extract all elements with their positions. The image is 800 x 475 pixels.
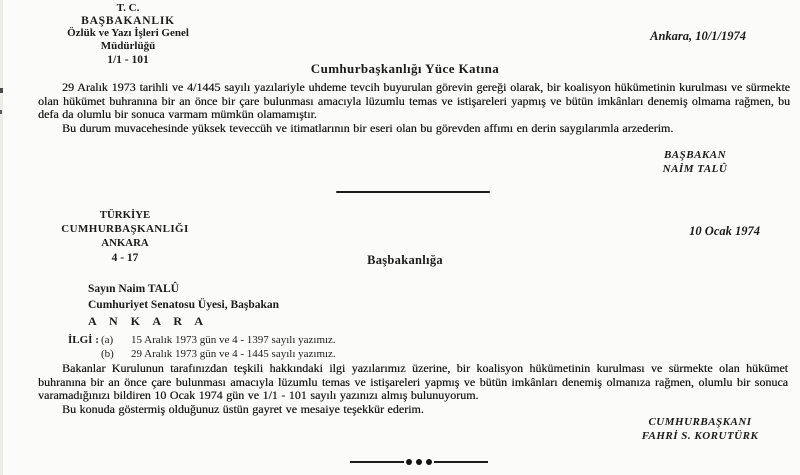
- letter2-dateline: 10 Ocak 1974: [689, 224, 760, 238]
- letterhead-ref-number: 4 - 17: [111, 251, 139, 264]
- letter1-paragraph: 29 Aralık 1973 tarihli ve 4/1445 sayılı yazılariyle uhdeme tevcih buyurulan görevin gereği olarak, bir koalisyon hükümetinin kurulması ve sürmekte olan hükümet buhranına bir an önce bir çare bulunması amacıyla lüzumlu temas ve istişareleri yapmış ve bütün imkânları denemiş olmama rağmen, bu defa da olumlu bir sonuca varmam mümkün olamamıştır.: [38, 80, 790, 122]
- scan-edge-shadow: [0, 0, 3, 475]
- reference-text: 29 Aralık 1973 gün ve 4 - 1445 sayılı yazımız.: [131, 347, 336, 360]
- letterhead-dept-line2: Müdürlüğü: [100, 40, 156, 53]
- reference-marker: (a): [101, 334, 114, 346]
- letterhead-org-name: CUMHURBAŞKANLIĞI: [61, 222, 189, 235]
- letterhead-ref-number: 1/1 - 101: [107, 53, 149, 66]
- letterhead-basbakanlik: [50, 2, 206, 67]
- letterhead-dept-line1: Özlük ve Yazı İşleri Genel: [67, 27, 189, 40]
- letter1-signature-name: NAİM TALÛ: [662, 162, 728, 175]
- letter1-signature-block: [630, 149, 760, 176]
- divider-dot: [426, 459, 432, 465]
- letter2-body: [38, 362, 788, 416]
- letter2-paragraph: Bu konuda göstermiş olduğunuz üstün gayret ve mesaiye teşekkür ederim.: [62, 401, 424, 416]
- reference-line: [68, 348, 336, 362]
- letter1-paragraph: Bu durum muvacehesinde yüksek teveccüh ve itimatlarının bir eseri olan bu görevden affımı en derin saygılarımla arzederim.: [62, 120, 674, 135]
- reference-line: [68, 334, 336, 348]
- addressee-name: Sayın Naim TALÛ: [88, 283, 179, 295]
- reference-label-spacer: [68, 348, 101, 362]
- letter2-signature-name: FAHRİ S. KORUTÜRK: [641, 429, 759, 442]
- reference-marker: (b): [101, 347, 114, 360]
- divider-segment: [350, 461, 404, 463]
- divider-dot: [406, 459, 412, 465]
- divider-dot: [416, 459, 422, 465]
- scan-speck: [0, 110, 2, 114]
- letter1-signature-title: BAŞBAKAN: [663, 149, 727, 161]
- letter2-addressee-block: [88, 281, 279, 329]
- letter1-title: Cumhurbaşkanlığı Yüce Katına: [310, 61, 500, 76]
- letter2-references: [68, 334, 336, 362]
- letterhead-tc: T. C.: [116, 2, 140, 14]
- section-divider-line: [336, 191, 490, 193]
- divider-segment: [434, 461, 488, 463]
- letterhead-turkiye: TÜRKİYE: [99, 209, 151, 221]
- end-of-document-divider: [350, 458, 488, 465]
- scan-speck: [0, 88, 3, 93]
- letter1-dateline: Ankara, 10/1/1974: [650, 29, 746, 43]
- letter1-body: [38, 81, 790, 135]
- letter2-signature-title: CUMHURBAŞKANI: [648, 416, 752, 428]
- addressee-role: Cumhuriyet Senatosu Üyesi, Başbakan: [88, 299, 280, 311]
- letter2-title: Başbakanlığa: [367, 253, 443, 267]
- addressee-city: A N K A R A: [88, 314, 209, 328]
- reference-text: 15 Aralık 1973 gün ve 4 - 1397 sayılı yazımız.: [131, 334, 336, 346]
- letterhead-org-name: BAŞBAKANLIK: [81, 14, 175, 27]
- letterhead-city: ANKARA: [101, 236, 149, 249]
- letter2-paragraph: Bakanlar Kurulunun tarafınızdan teşkili hakkındaki ilgi yazılarımız üzerine, bir koalisyon hükümetinin kurulması ve sürmekte olan hükümet buhranına bir an önce çare bulunması amacıyla lüzumlu temas ve istişareleri yapmış ve bütün imkânları denemiş olmanıza rağmen, olumlu bir sonuca varamadığınızı bildiren 10 Ocak 1974 gün ve 1/1 - 101 sayılı yazınızı almış bulunuyorum.: [38, 361, 788, 403]
- letter2-signature-block: [622, 416, 778, 443]
- reference-label: İLGİ :: [68, 334, 99, 346]
